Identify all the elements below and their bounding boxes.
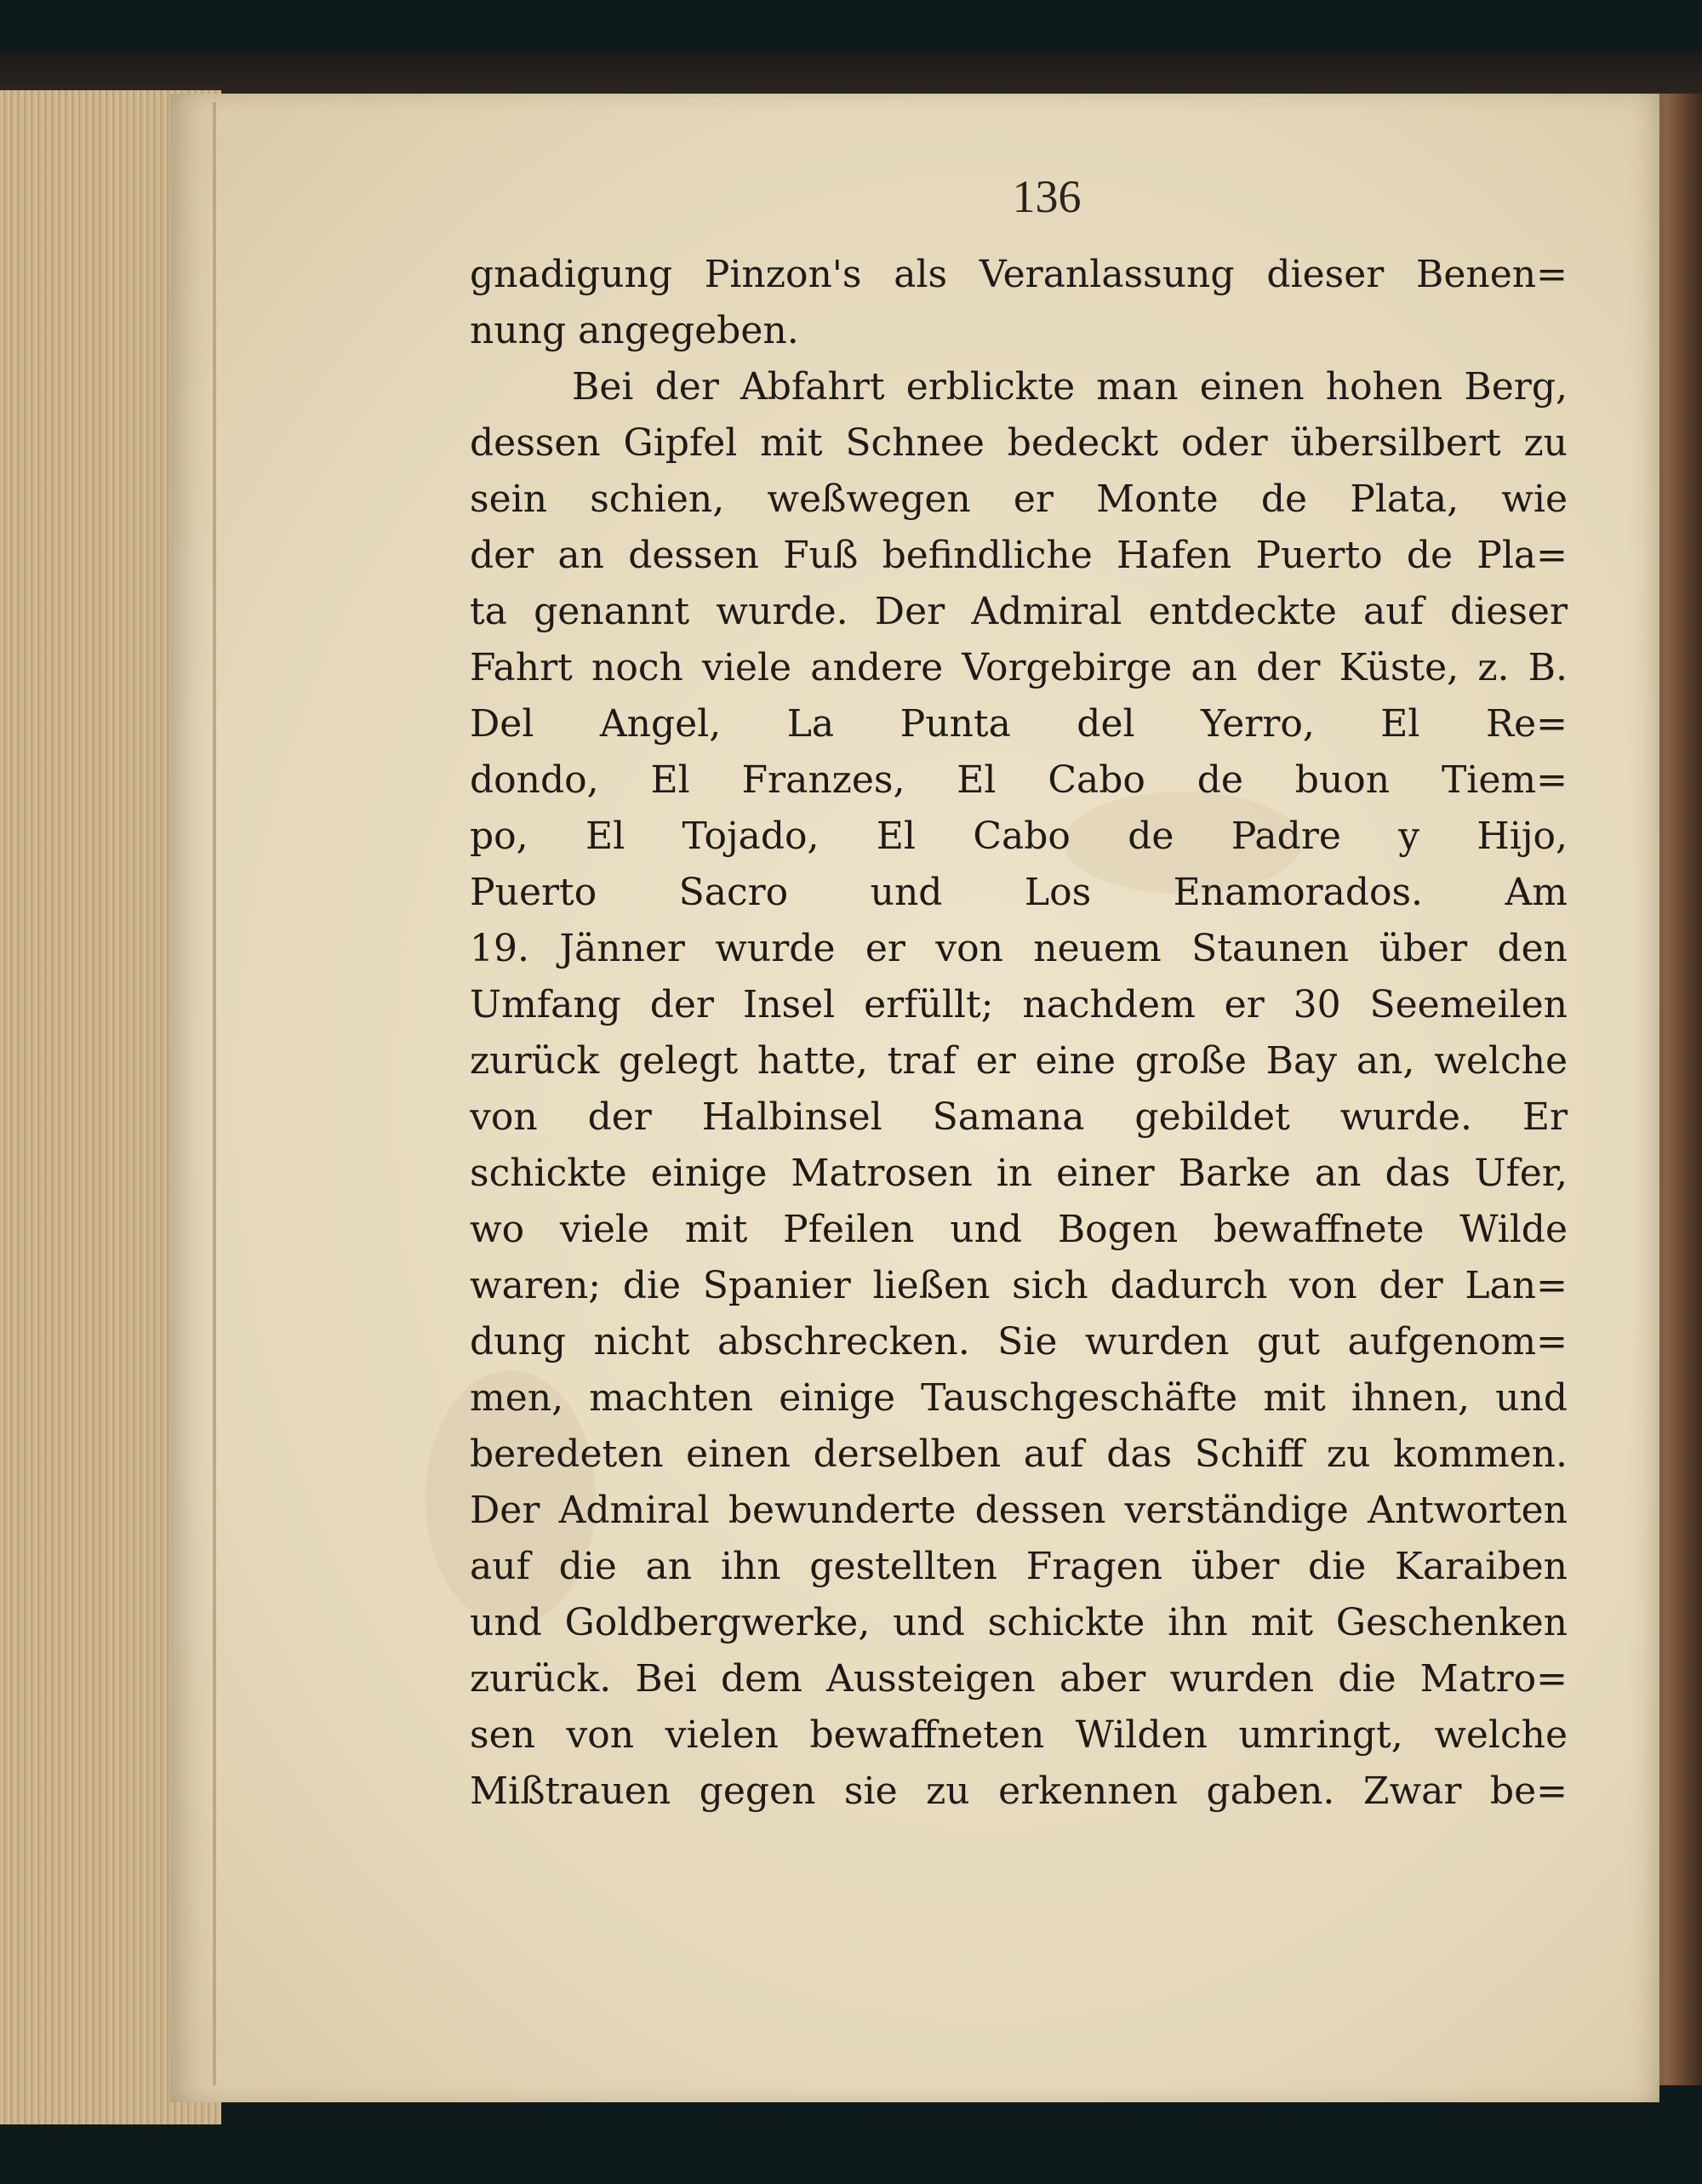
text-line: gnadigung Pinzon's als Veranlassung dieser Benen= (470, 253, 1568, 296)
text-line: Mißtrauen gegen sie zu erkennen gaben. Zwar be= (470, 1769, 1568, 1813)
body-text (470, 247, 1568, 1830)
text-line: zurück. Bei dem Aussteigen aber wurden die Matro= (470, 1657, 1568, 1701)
text-line: nung angegeben. (470, 309, 799, 352)
text-line: 19. Jänner wurde er von neuem Staunen über den (470, 927, 1568, 970)
text-line: dung nicht abschrecken. Sie wurden gut aufgenom= (470, 1320, 1568, 1364)
text-line: sein schien, weßwegen er Monte de Plata, wie (470, 477, 1568, 521)
text-line: po, El Tojado, El Cabo de Padre y Hijo, (470, 815, 1568, 858)
text-line: sen von vielen bewaffneten Wilden umringt, welche (470, 1713, 1568, 1757)
text-line: men, machten einige Tauschgeschäfte mit ihnen, und (470, 1376, 1568, 1420)
text-line: Fahrt noch viele andere Vorgebirge an der Küste, z. B. (470, 646, 1568, 689)
text-line: Bei der Abfahrt erblickte man einen hohen Berg, (572, 365, 1568, 409)
text-line: ta genannt wurde. Der Admiral entdeckte auf dieser (470, 590, 1568, 633)
text-line: zurück gelegt hatte, traf er eine große Bay an, welche (470, 1039, 1568, 1083)
text-line: der an dessen Fuß befindliche Hafen Puerto de Pla= (470, 534, 1568, 577)
text-line: von der Halbinsel Samana gebildet wurde. Er (470, 1095, 1568, 1139)
text-line: waren; die Spanier ließen sich dadurch von der Lan= (470, 1264, 1568, 1307)
page-gutter (213, 102, 216, 2085)
text-line: schickte einige Matrosen in einer Barke an das Ufer, (470, 1152, 1568, 1195)
text-line: Der Admiral bewunderte dessen verständige Antworten (470, 1489, 1568, 1532)
text-line: wo viele mit Pfeilen und Bogen bewaffnete Wilde (470, 1208, 1568, 1251)
text-line: dessen Gipfel mit Schnee bedeckt oder übersilbert zu (470, 421, 1568, 465)
page-number: 136 (1012, 171, 1082, 222)
text-line: Puerto Sacro und Los Enamorados. Am (470, 871, 1568, 914)
text-line: und Goldbergwerke, und schickte ihn mit Geschenken (470, 1601, 1568, 1644)
text-line: beredeten einen derselben auf das Schiff zu kommen. (470, 1432, 1568, 1476)
text-line: auf die an ihn gestellten Fragen über die Karaiben (470, 1545, 1568, 1588)
text-line: dondo, El Franzes, El Cabo de buon Tiem= (470, 758, 1568, 802)
text-line: Umfang der Insel erfüllt; nachdem er 30 Seemeilen (470, 983, 1568, 1026)
text-line: Del Angel, La Punta del Yerro, El Re= (470, 702, 1568, 746)
